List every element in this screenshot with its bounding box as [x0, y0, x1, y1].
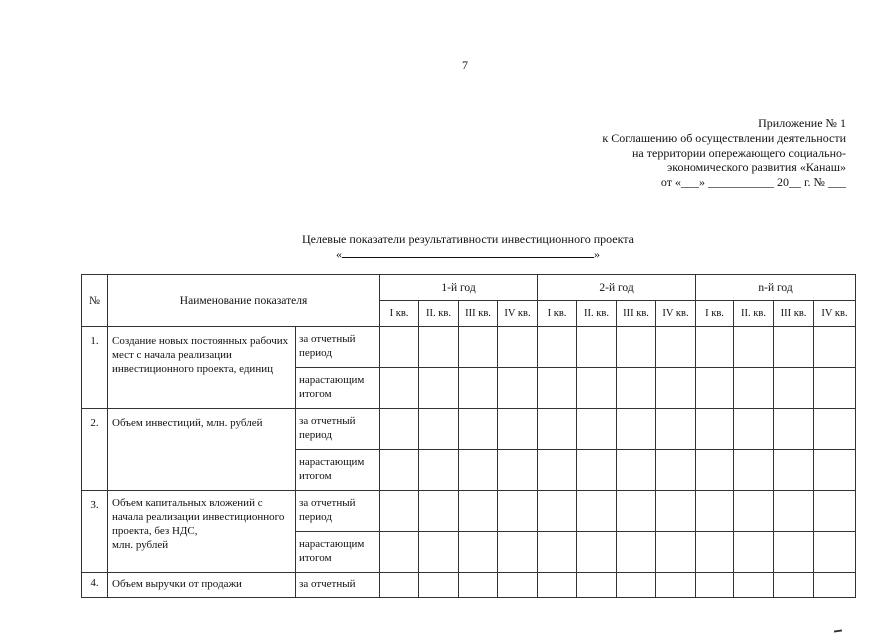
- value-cell[interactable]: [734, 368, 774, 409]
- value-cell[interactable]: [459, 409, 498, 450]
- indicator-name: Создание новых постоянных рабочих мест с начала реализации инвестиционного проекта, единиц: [108, 327, 296, 409]
- header-quarter: III кв.: [459, 301, 498, 327]
- project-name-placeholder: [268, 247, 668, 262]
- value-cell[interactable]: [814, 532, 856, 573]
- period-label: за отчетный: [296, 573, 380, 598]
- value-cell[interactable]: [538, 409, 577, 450]
- value-cell[interactable]: [814, 368, 856, 409]
- value-cell[interactable]: [696, 532, 734, 573]
- row-number: 1.: [82, 327, 108, 409]
- header-quarter: I кв.: [380, 301, 419, 327]
- header-quarter: III кв.: [774, 301, 814, 327]
- row-number: 3.: [82, 491, 108, 573]
- value-cell[interactable]: [577, 532, 617, 573]
- value-cell[interactable]: [419, 532, 459, 573]
- value-cell[interactable]: [774, 368, 814, 409]
- value-cell[interactable]: [498, 573, 538, 598]
- page-number: 7: [462, 58, 468, 72]
- row-number: 2.: [82, 409, 108, 491]
- value-cell[interactable]: [498, 368, 538, 409]
- value-cell[interactable]: [498, 450, 538, 491]
- value-cell[interactable]: [380, 327, 419, 368]
- value-cell[interactable]: [498, 491, 538, 532]
- header-quarter: I кв.: [538, 301, 577, 327]
- value-cell[interactable]: [774, 532, 814, 573]
- value-cell[interactable]: [734, 409, 774, 450]
- value-cell[interactable]: [538, 368, 577, 409]
- value-cell[interactable]: [656, 573, 696, 598]
- table-row: [82, 573, 856, 598]
- value-cell[interactable]: [696, 573, 734, 598]
- value-cell[interactable]: [617, 368, 656, 409]
- value-cell[interactable]: [380, 450, 419, 491]
- header-year: n-й год: [696, 275, 856, 301]
- close-quote: »: [594, 247, 600, 261]
- value-cell[interactable]: [577, 409, 617, 450]
- period-label: за отчетный период: [296, 409, 380, 450]
- value-cell[interactable]: [617, 491, 656, 532]
- header-quarter: II. кв.: [419, 301, 459, 327]
- indicator-name: Объем инвестиций, млн. рублей: [108, 409, 296, 491]
- header-quarter: II. кв.: [577, 301, 617, 327]
- scan-mark: [834, 629, 842, 632]
- indicator-name-line: Объем капитальных вложений с начала реализации инвестиционного проекта, без НДС,: [112, 497, 285, 537]
- indicator-name: [108, 491, 296, 573]
- value-cell[interactable]: [459, 491, 498, 532]
- document-title: [268, 232, 668, 262]
- header-year: 2-й год: [538, 275, 696, 301]
- period-label: за отчетный период: [296, 327, 380, 368]
- header-quarter: IV кв.: [814, 301, 856, 327]
- value-cell[interactable]: [459, 327, 498, 368]
- value-cell[interactable]: [419, 491, 459, 532]
- period-label: нарастающим итогом: [296, 368, 380, 409]
- header-number: №: [82, 275, 108, 327]
- value-cell[interactable]: [734, 327, 774, 368]
- value-cell[interactable]: [656, 368, 696, 409]
- appendix-line: экономического развития «Канаш»: [667, 160, 846, 175]
- value-cell[interactable]: [814, 327, 856, 368]
- value-cell[interactable]: [696, 327, 734, 368]
- value-cell[interactable]: [577, 573, 617, 598]
- appendix-line: на территории опережающего социально-: [632, 145, 846, 160]
- value-cell[interactable]: [774, 409, 814, 450]
- value-cell[interactable]: [459, 450, 498, 491]
- value-cell[interactable]: [696, 368, 734, 409]
- indicator-name: Объем выручки от продажи: [108, 573, 296, 598]
- indicator-name-line: млн. рублей: [112, 539, 169, 551]
- value-cell[interactable]: [696, 491, 734, 532]
- table-row: [82, 491, 856, 532]
- value-cell[interactable]: [734, 532, 774, 573]
- value-cell[interactable]: [774, 573, 814, 598]
- appendix-line: Приложение № 1: [758, 116, 846, 130]
- appendix-header: [546, 116, 846, 190]
- value-cell[interactable]: [577, 327, 617, 368]
- value-cell[interactable]: [459, 368, 498, 409]
- table-row: [82, 327, 856, 368]
- value-cell[interactable]: [734, 491, 774, 532]
- value-cell[interactable]: [380, 409, 419, 450]
- value-cell[interactable]: [380, 491, 419, 532]
- value-cell[interactable]: [538, 532, 577, 573]
- value-cell[interactable]: [498, 532, 538, 573]
- value-cell[interactable]: [656, 450, 696, 491]
- value-cell[interactable]: [577, 491, 617, 532]
- header-quarter: I кв.: [696, 301, 734, 327]
- value-cell[interactable]: [419, 327, 459, 368]
- appendix-line: от «___» ___________ 20__ г. № ___: [660, 175, 846, 190]
- value-cell[interactable]: [617, 409, 656, 450]
- value-cell[interactable]: [419, 409, 459, 450]
- value-cell[interactable]: [419, 450, 459, 491]
- project-name-blank: [342, 247, 594, 258]
- value-cell[interactable]: [617, 573, 656, 598]
- value-cell[interactable]: [498, 327, 538, 368]
- value-cell[interactable]: [814, 573, 856, 598]
- value-cell[interactable]: [656, 327, 696, 368]
- period-label: за отчетный период: [296, 491, 380, 532]
- appendix-line: к Соглашению об осуществлении деятельности: [602, 130, 846, 145]
- value-cell[interactable]: [419, 573, 459, 598]
- value-cell[interactable]: [656, 532, 696, 573]
- header-quarter: II. кв.: [734, 301, 774, 327]
- value-cell[interactable]: [617, 532, 656, 573]
- header-year: 1-й год: [380, 275, 538, 301]
- value-cell[interactable]: [577, 450, 617, 491]
- header-quarter: III кв.: [617, 301, 656, 327]
- indicators-table: [81, 274, 856, 598]
- header-quarter: IV кв.: [656, 301, 696, 327]
- value-cell[interactable]: [617, 450, 656, 491]
- value-cell[interactable]: [459, 532, 498, 573]
- value-cell[interactable]: [538, 450, 577, 491]
- value-cell[interactable]: [538, 327, 577, 368]
- value-cell[interactable]: [734, 573, 774, 598]
- header-name: Наименование показателя: [108, 275, 380, 327]
- value-cell[interactable]: [774, 450, 814, 491]
- value-cell[interactable]: [814, 409, 856, 450]
- value-cell[interactable]: [774, 327, 814, 368]
- table-row: [82, 409, 856, 450]
- value-cell[interactable]: [656, 409, 696, 450]
- value-cell[interactable]: [814, 450, 856, 491]
- value-cell[interactable]: [538, 491, 577, 532]
- value-cell[interactable]: [380, 368, 419, 409]
- value-cell[interactable]: [696, 409, 734, 450]
- period-label: нарастающим итогом: [296, 532, 380, 573]
- value-cell[interactable]: [459, 573, 498, 598]
- value-cell[interactable]: [577, 368, 617, 409]
- period-label: нарастающим итогом: [296, 450, 380, 491]
- header-quarter: IV кв.: [498, 301, 538, 327]
- value-cell[interactable]: [617, 327, 656, 368]
- value-cell[interactable]: [656, 491, 696, 532]
- value-cell[interactable]: [419, 368, 459, 409]
- open-quote: «: [336, 247, 342, 261]
- value-cell[interactable]: [380, 573, 419, 598]
- title-line: Целевые показатели результативности инвестиционного проекта: [301, 232, 635, 246]
- value-cell[interactable]: [814, 491, 856, 532]
- value-cell[interactable]: [380, 532, 419, 573]
- value-cell[interactable]: [498, 409, 538, 450]
- value-cell[interactable]: [774, 491, 814, 532]
- value-cell[interactable]: [538, 573, 577, 598]
- value-cell[interactable]: [696, 450, 734, 491]
- value-cell[interactable]: [734, 450, 774, 491]
- row-number: 4.: [82, 573, 108, 598]
